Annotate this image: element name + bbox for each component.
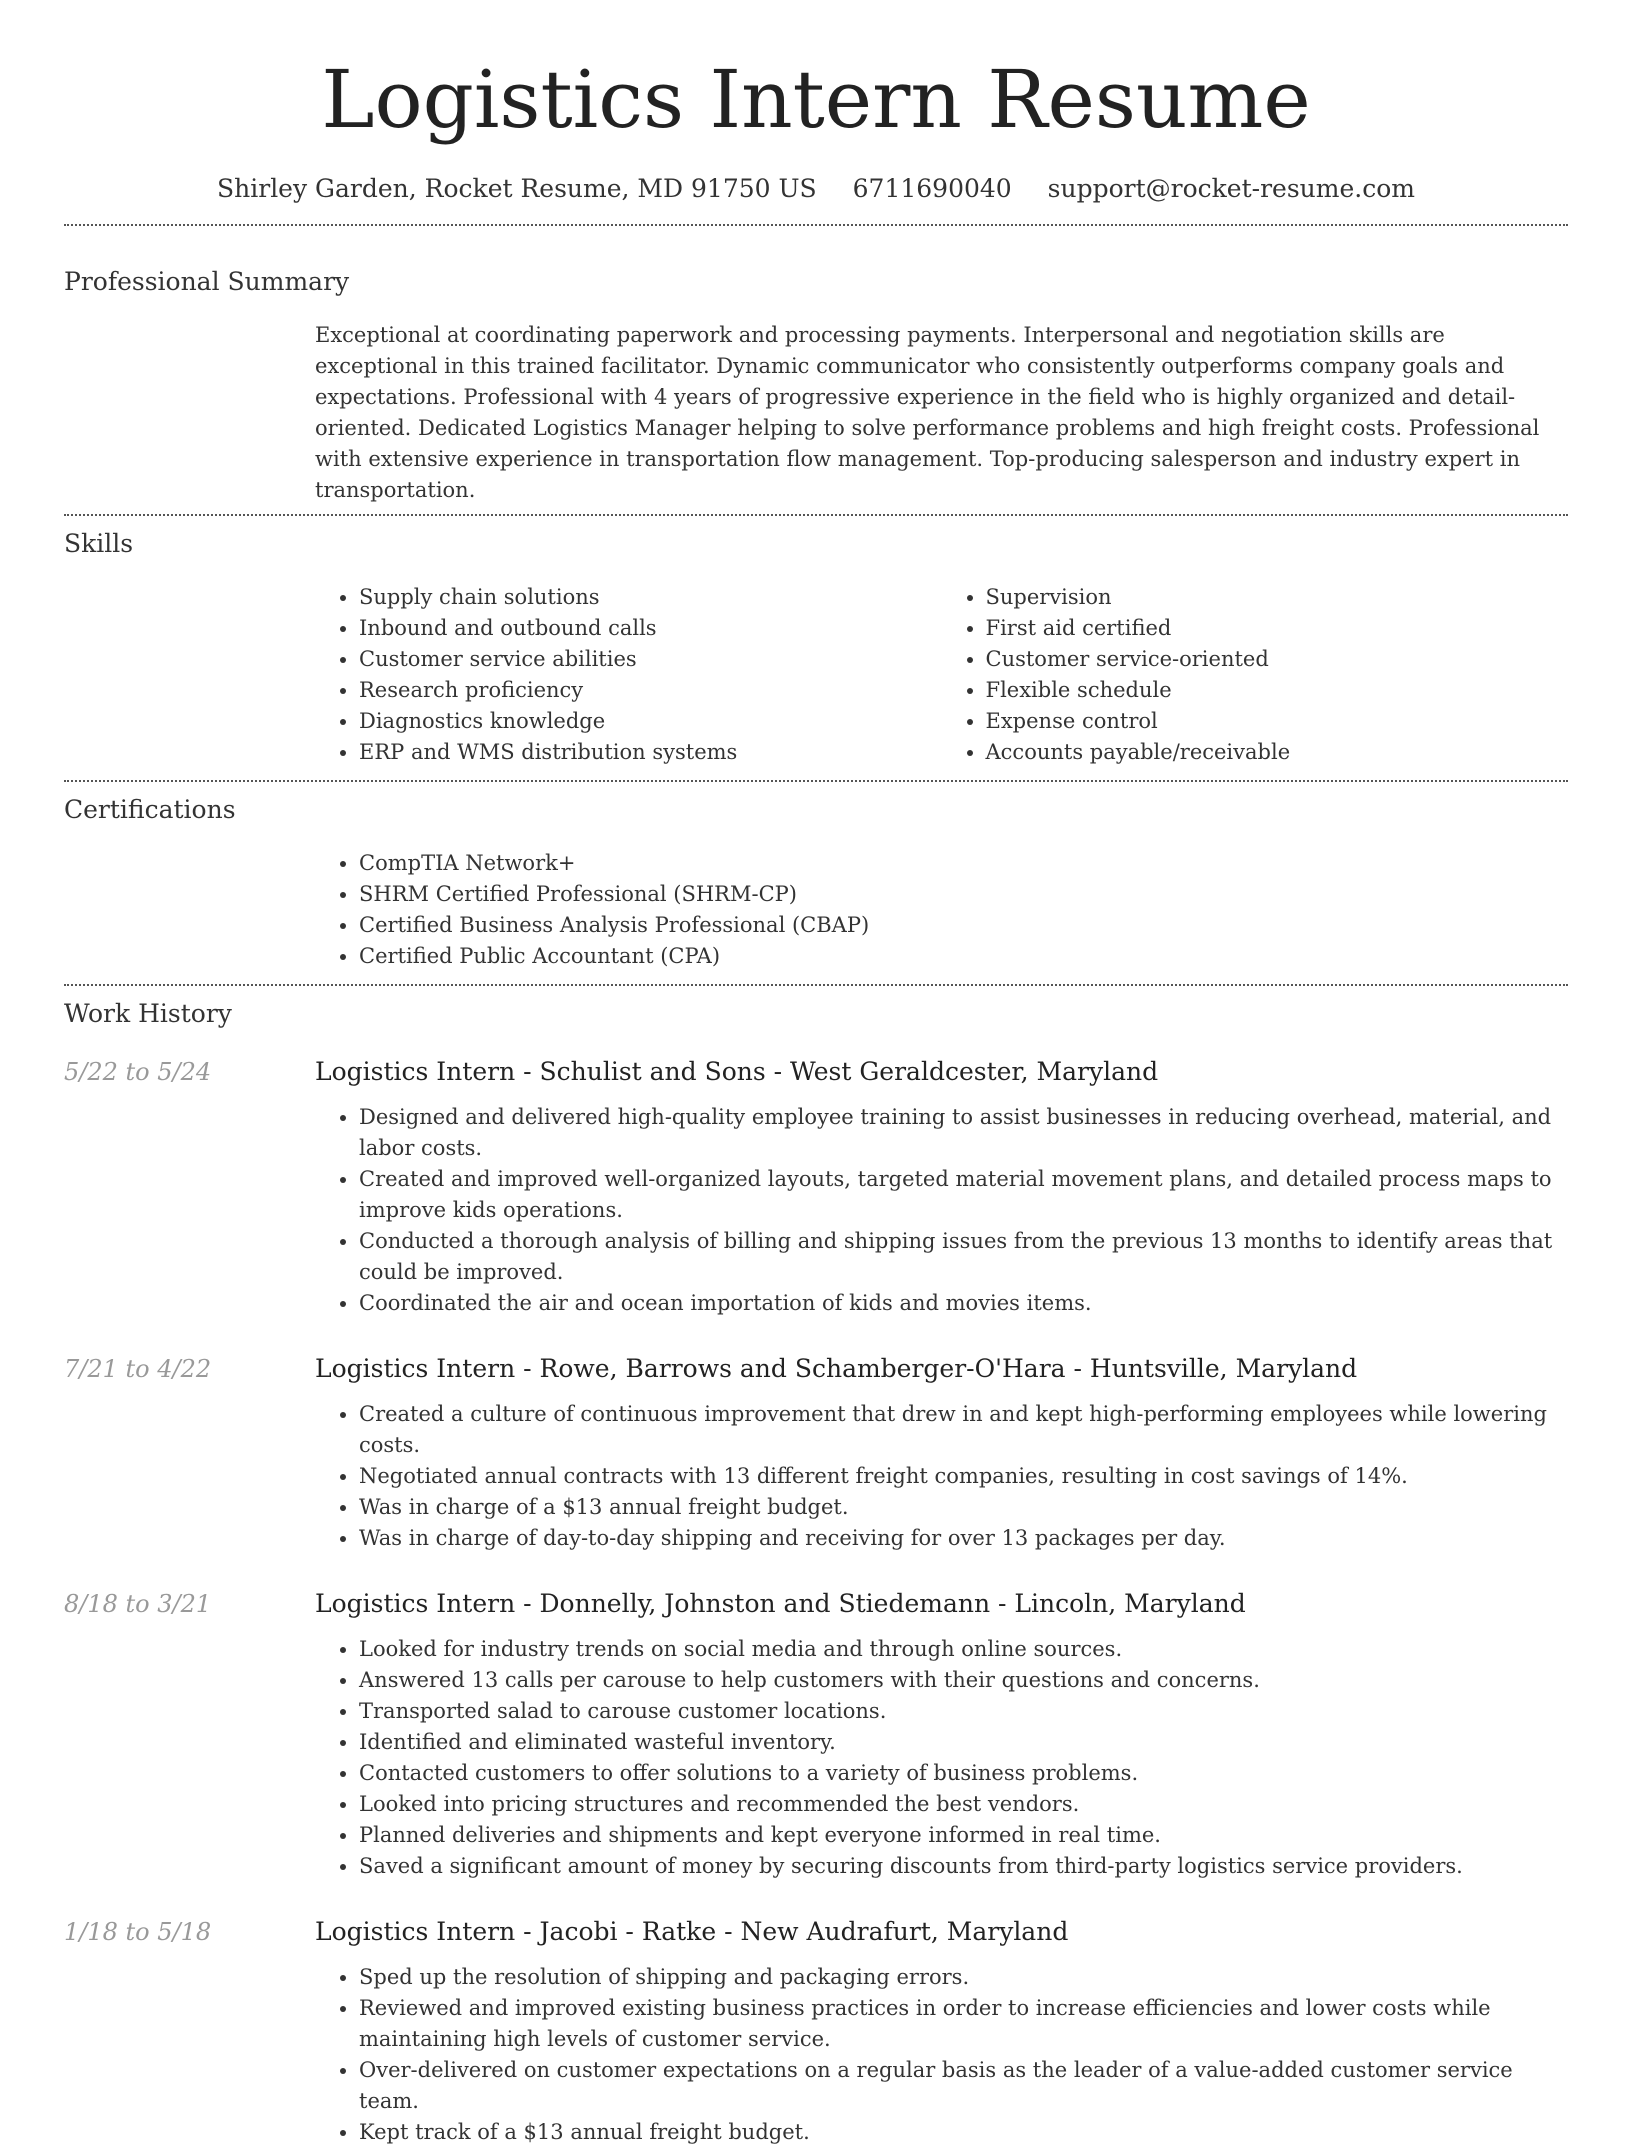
list-item: • First aid certified (986, 613, 1569, 644)
list-item: • SHRM Certified Professional (SHRM-CP) (359, 879, 1568, 910)
job-title: Logistics Intern - Donnelly, Johnston and Stiedemann - Lincoln, Maryland (315, 1589, 1246, 1618)
list-item: • Research proficiency (359, 675, 942, 706)
list-item: • Inbound and outbound calls (359, 613, 942, 644)
list-item: • Created a culture of continuous improvement that drew in and kept high-performing employees while lowering costs. (359, 1399, 1568, 1461)
work-heading: Work History (64, 999, 232, 1028)
list-item: • Conducted a thorough analysis of billing and shipping issues from the previous 13 months to identify areas that could be improved. (359, 1226, 1568, 1288)
divider (64, 780, 1568, 782)
list-item: • Reviewed and improved existing business practices in order to increase efficiencies and lower costs while maintaining high levels of customer service. (359, 1993, 1568, 2055)
certifications-section (64, 794, 1568, 972)
job-entry (64, 1056, 1568, 1319)
contact-phone: 6711690040 (852, 174, 1012, 203)
list-item: • Certified Business Analysis Professional (CBAP) (359, 910, 1568, 941)
job-bullets (315, 1399, 1568, 1554)
page-title: Logistics Intern Resume (321, 53, 1311, 146)
job-entry (64, 1916, 1568, 2148)
summary-text: Exceptional at coordinating paperwork and processing payments. Interpersonal and negotiation skills are exceptional in this trained facilitator. Dynamic communicator who consistently outperforms company goals and expectations. Professional with 4 years of progressive experience in the field who is highly organized and detail-oriented. Dedicated Logistics Manager helping to solve performance problems and high freight costs. Professional with extensive experience in transportation flow management. Top-producing salesperson and industry expert in transportation. (315, 323, 1540, 502)
job-title: Logistics Intern - Rowe, Barrows and Schamberger-O'Hara - Huntsville, Maryland (315, 1354, 1358, 1383)
list-item: • Designed and delivered high-quality employee training to assist businesses in reducing overhead, material, and labor costs. (359, 1102, 1568, 1164)
list-item: • Looked for industry trends on social media and through online sources. (359, 1634, 1568, 1665)
job-dates: 7/21 to 4/22 (64, 1355, 212, 1383)
skills-heading: Skills (64, 529, 134, 558)
resume-page (64, 0, 1568, 2148)
summary-section (64, 266, 1568, 506)
list-item: • Answered 13 calls per carouse to help customers with their questions and concerns. (359, 1665, 1568, 1696)
job-dates: 1/18 to 5/18 (64, 1918, 212, 1946)
list-item: • Identified and eliminated wasteful inventory. (359, 1727, 1568, 1758)
list-item: • Was in charge of a $13 annual freight budget. (359, 1492, 1568, 1523)
list-item: • Was in charge of day-to-day shipping and receiving for over 13 packages per day. (359, 1523, 1568, 1554)
list-item: • Planned deliveries and shipments and kept everyone informed in real time. (359, 1820, 1568, 1851)
list-item: • Flexible schedule (986, 675, 1569, 706)
job-dates: 5/22 to 5/24 (64, 1058, 212, 1086)
list-item: • Negotiated annual contracts with 13 different freight companies, resulting in cost savings of 14%. (359, 1461, 1568, 1492)
job-title: Logistics Intern - Schulist and Sons - West Geraldcester, Maryland (315, 1057, 1159, 1086)
job-entry (64, 1353, 1568, 1554)
list-item: • Customer service-oriented (986, 644, 1569, 675)
job-bullets (315, 1962, 1568, 2148)
certifications-list (315, 848, 1568, 972)
list-item: • CompTIA Network+ (359, 848, 1568, 879)
list-item: • Kept track of a $13 annual freight budget. (359, 2117, 1568, 2148)
contact-address: Shirley Garden, Rocket Resume, MD 91750 US (217, 174, 817, 203)
skills-list-left (315, 582, 942, 768)
job-dates: 8/18 to 3/21 (64, 1590, 212, 1618)
list-item: • Expense control (986, 706, 1569, 737)
list-item: • ERP and WMS distribution systems (359, 737, 942, 768)
job-title: Logistics Intern - Jacobi - Ratke - New Audrafurt, Maryland (315, 1917, 1069, 1946)
job-entry (64, 1588, 1568, 1882)
list-item: • Created and improved well-organized layouts, targeted material movement plans, and detailed process maps to improve kids operations. (359, 1164, 1568, 1226)
divider (64, 224, 1568, 226)
list-item: • Contacted customers to offer solutions to a variety of business problems. (359, 1758, 1568, 1789)
list-item: • Looked into pricing structures and recommended the best vendors. (359, 1789, 1568, 1820)
list-item: • Transported salad to carouse customer locations. (359, 1696, 1568, 1727)
list-item: • Customer service abilities (359, 644, 942, 675)
list-item: • Sped up the resolution of shipping and packaging errors. (359, 1962, 1568, 1993)
certifications-heading: Certifications (64, 795, 236, 824)
list-item: • Over-delivered on customer expectations on a regular basis as the leader of a value-added customer service team. (359, 2055, 1568, 2117)
skills-section (64, 528, 1568, 768)
list-item: • Supervision (986, 582, 1569, 613)
contact-line (64, 172, 1568, 206)
list-item: • Accounts payable/receivable (986, 737, 1569, 768)
list-item: • Coordinated the air and ocean importation of kids and movies items. (359, 1288, 1568, 1319)
list-item: • Supply chain solutions (359, 582, 942, 613)
divider (64, 514, 1568, 516)
list-item: • Certified Public Accountant (CPA) (359, 941, 1568, 972)
job-bullets (315, 1634, 1568, 1882)
contact-email: support@rocket-resume.com (1047, 174, 1415, 203)
list-item: • Diagnostics knowledge (359, 706, 942, 737)
summary-heading: Professional Summary (64, 267, 350, 296)
list-item: • Saved a significant amount of money by securing discounts from third-party logistics service providers. (359, 1851, 1568, 1882)
work-section (64, 998, 1568, 2148)
skills-list-right (942, 582, 1569, 768)
divider (64, 984, 1568, 986)
job-bullets (315, 1102, 1568, 1319)
